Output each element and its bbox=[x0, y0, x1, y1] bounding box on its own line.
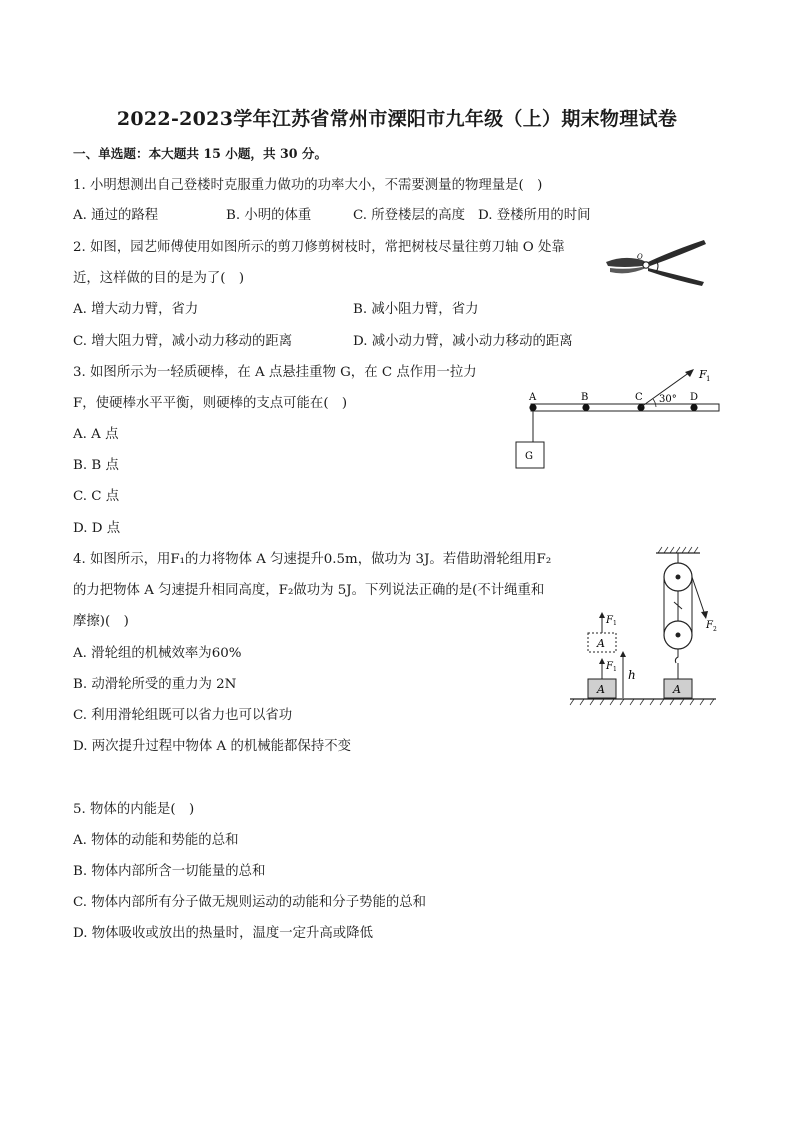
pruning-shears-figure bbox=[604, 238, 708, 288]
q3-option-a: A. A 点 bbox=[73, 427, 119, 442]
shears-pivot-label: O bbox=[637, 253, 643, 261]
label-f: F bbox=[699, 368, 707, 381]
q1-stem: 1. 小明想测出自己登楼时克服重力做功的功率大小，不需要测量的物理量是( ) bbox=[73, 178, 543, 193]
q2-option-b: B. 减小阻力臂，省力 bbox=[353, 302, 479, 317]
q2-stem-line2: 近，这样做的目的是为了( ) bbox=[73, 271, 245, 286]
q1-option-a: A. 通过的路程 bbox=[73, 208, 159, 223]
f1-upper-label: F bbox=[606, 615, 613, 626]
q5-stem: 5. 物体的内能是( ) bbox=[73, 802, 195, 817]
section-heading: 一、单选题：本大题共 15 小题，共 30 分。 bbox=[73, 146, 328, 161]
q5-option-a: A. 物体的动能和势能的总和 bbox=[73, 833, 239, 848]
shears-pivot bbox=[643, 262, 649, 268]
page-title: 2022-2023学年江苏省常州市溧阳市九年级（上）期末物理试卷 bbox=[116, 108, 678, 130]
force-f2-arrowhead bbox=[701, 611, 708, 619]
force-f2-line bbox=[692, 577, 705, 615]
label-b: B bbox=[581, 392, 589, 403]
ceiling-hatching bbox=[658, 547, 698, 553]
q4-option-b: B. 动滑轮所受的重力为 2N bbox=[73, 677, 237, 692]
q4-stem-line1: 4. 如图所示，用F₁的力将物体 A 匀速提升0.5m，做功为 3J。若借助滑轮组用F₂ bbox=[73, 552, 552, 567]
q2-option-c: C. 增大阻力臂，减小动力移动的距离 bbox=[73, 334, 293, 349]
q1-option-b: B. 小明的体重 bbox=[226, 208, 312, 223]
ground-hatching bbox=[570, 699, 714, 705]
height-label: h bbox=[628, 668, 636, 682]
label-d: D bbox=[690, 392, 699, 403]
f1-lower-label: F bbox=[606, 661, 613, 672]
q1-option-d: D. 登楼所用的时间 bbox=[478, 208, 591, 223]
label-g: G bbox=[525, 451, 533, 462]
point-d bbox=[690, 404, 697, 411]
q5-option-d: D. 物体吸收或放出的热量时，温度一定升高或降低 bbox=[73, 926, 373, 941]
f1-lower-sub: 1 bbox=[613, 666, 617, 673]
angle-label: 30° bbox=[659, 394, 677, 405]
q4-option-d: D. 两次提升过程中物体 A 的机械能都保持不变 bbox=[73, 739, 351, 754]
q3-option-b: B. B 点 bbox=[73, 458, 119, 473]
f2-sub: 2 bbox=[713, 626, 717, 633]
pulley-figure bbox=[568, 545, 728, 707]
q4-option-c: C. 利用滑轮组既可以省力也可以省功 bbox=[73, 708, 293, 723]
f2-label: F bbox=[706, 620, 713, 631]
q3-option-d: D. D 点 bbox=[73, 521, 121, 536]
q4-stem-line3: 摩擦)( ) bbox=[73, 614, 129, 629]
label-c: C bbox=[635, 392, 643, 403]
block-a-label: A bbox=[597, 683, 605, 696]
pulley-hook bbox=[675, 649, 678, 663]
q5-option-b: B. 物体内部所含一切能量的总和 bbox=[73, 864, 266, 879]
q1-option-c: C. 所登楼层的高度 bbox=[353, 208, 466, 223]
block-a-pulley-label: A bbox=[673, 683, 681, 696]
q3-stem-line2: F，使硬棒水平平衡，则硬棒的支点可能在( ) bbox=[73, 396, 348, 411]
q2-option-d: D. 减小动力臂，减小动力移动的距离 bbox=[353, 334, 573, 349]
shears-blade-lower bbox=[610, 267, 646, 273]
force-f1-arrowhead bbox=[685, 369, 694, 377]
block-a-raised-label: A bbox=[597, 637, 605, 650]
q4-stem-line2: 的力把物体 A 匀速提升相同高度，F₂做功为 5J。下列说法正确的是(不计绳重和 bbox=[73, 583, 545, 598]
point-b bbox=[582, 404, 589, 411]
lever-figure bbox=[510, 362, 726, 474]
q4-option-a: A. 滑轮组的机械效率为60% bbox=[73, 646, 242, 661]
f1-upper-sub: 1 bbox=[613, 620, 617, 627]
q2-stem-line1: 2. 如图，园艺师傅使用如图所示的剪刀修剪树枝时，常把树枝尽量往剪刀轴 O 处靠 bbox=[73, 240, 565, 255]
q3-option-c: C. C 点 bbox=[73, 489, 120, 504]
q5-option-c: C. 物体内部所有分子做无规则运动的动能和分子势能的总和 bbox=[73, 895, 427, 910]
label-a: A bbox=[529, 392, 537, 403]
q3-stem-line1: 3. 如图所示为一轻质硬棒，在 A 点悬挂重物 G，在 C 点作用一拉力 bbox=[73, 365, 477, 380]
point-a bbox=[529, 404, 536, 411]
q2-option-a: A. 增大动力臂，省力 bbox=[73, 302, 199, 317]
label-f-sub: 1 bbox=[706, 375, 711, 383]
